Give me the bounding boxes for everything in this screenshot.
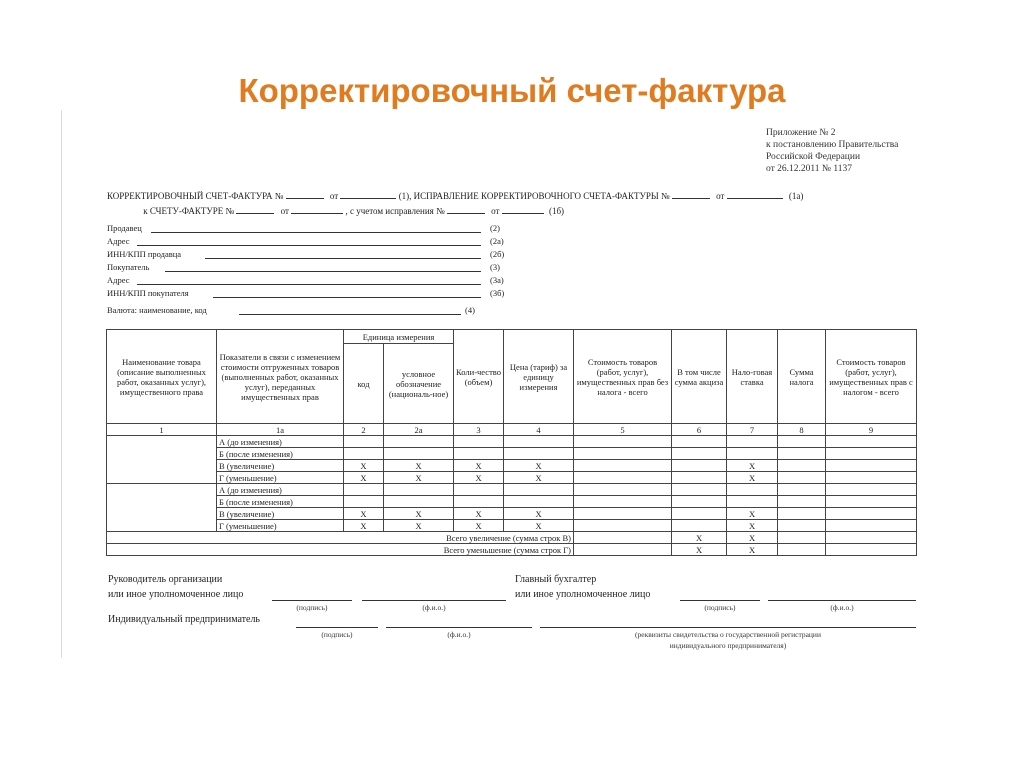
invoice-date-field[interactable] xyxy=(340,190,396,199)
table-cell[interactable] xyxy=(574,520,672,532)
accountant-label: Главный бухгалтер xyxy=(515,574,597,585)
header-text: от xyxy=(491,206,500,216)
col-header-name: Наименование товара (описание выполненных работ, оказанных услуг), имущественного права xyxy=(107,330,217,424)
table-cell[interactable] xyxy=(574,448,672,460)
buyer-inn-field[interactable] xyxy=(213,297,481,298)
caption-signature: (подпись) xyxy=(704,603,736,612)
col-header-unit: Единица измерения xyxy=(344,330,454,344)
table-cell[interactable] xyxy=(826,520,917,532)
table-row xyxy=(107,436,917,448)
invoice-header-line-2 xyxy=(107,205,564,216)
appendix-line: Приложение № 2 xyxy=(766,128,836,138)
field-label: Адрес xyxy=(107,275,130,285)
col-header-price: Цена (тариф) за единицу измерения xyxy=(504,330,574,424)
correction-number-field[interactable] xyxy=(672,190,710,199)
appendix-line: Российской Федерации xyxy=(766,152,861,162)
row-label: Б (после изменения) xyxy=(217,448,344,460)
correction-date-field[interactable] xyxy=(727,190,783,199)
x-mark: X xyxy=(344,508,384,520)
field-number: (3) xyxy=(490,262,500,272)
x-mark: X xyxy=(344,520,384,532)
header-text: к СЧЕТУ-ФАКТУРЕ № xyxy=(143,206,235,216)
field-label: Продавец xyxy=(107,223,142,233)
registration-details-line[interactable] xyxy=(540,627,916,628)
x-mark: X xyxy=(672,532,727,544)
caption-fio: (ф.и.о.) xyxy=(830,603,854,612)
invoice-number-field[interactable] xyxy=(286,190,324,199)
header-text: , с учетом исправления № xyxy=(345,206,445,216)
table-cell[interactable] xyxy=(454,496,504,508)
table-cell[interactable] xyxy=(672,520,727,532)
base-correction-date-field[interactable] xyxy=(502,205,544,214)
table-cell[interactable] xyxy=(454,436,504,448)
document-edge xyxy=(61,110,62,658)
table-cell[interactable] xyxy=(826,436,917,448)
entrepreneur-label: Индивидуальный предприниматель xyxy=(108,614,260,625)
caption-registration: (реквизиты свидетельства о государственной регистрации xyxy=(635,630,821,639)
column-index: 4 xyxy=(504,424,574,436)
col-header-unit-symbol: условное обозначение (националь-ное) xyxy=(384,344,454,424)
x-mark: X xyxy=(384,508,454,520)
x-mark: X xyxy=(727,532,778,544)
table-cell[interactable] xyxy=(826,496,917,508)
base-correction-number-field[interactable] xyxy=(447,205,485,214)
base-invoice-number-field[interactable] xyxy=(236,205,274,214)
table-cell[interactable] xyxy=(778,436,826,448)
head-name-line[interactable] xyxy=(362,600,506,601)
row-label: Б (после изменения) xyxy=(217,496,344,508)
seller-address-field[interactable] xyxy=(137,245,481,246)
table-cell[interactable] xyxy=(384,496,454,508)
x-mark: X xyxy=(454,508,504,520)
column-index: 1 xyxy=(107,424,217,436)
table-cell[interactable] xyxy=(826,448,917,460)
field-label: Покупатель xyxy=(107,262,150,272)
x-mark: X xyxy=(727,508,778,520)
table-cell[interactable] xyxy=(504,448,574,460)
table-cell[interactable] xyxy=(778,484,826,496)
buyer-field[interactable] xyxy=(165,271,481,272)
field-label: Адрес xyxy=(107,236,130,246)
invoice-table xyxy=(106,329,917,556)
column-index: 2 xyxy=(344,424,384,436)
table-cell[interactable] xyxy=(574,532,672,544)
table-cell[interactable] xyxy=(826,544,917,556)
header-text: КОРРЕКТИРОВОЧНЫЙ СЧЕТ-ФАКТУРА № xyxy=(107,191,284,201)
table-cell[interactable] xyxy=(672,436,727,448)
table-row xyxy=(107,496,917,508)
total-decrease-row xyxy=(107,544,917,556)
table-cell[interactable] xyxy=(672,508,727,520)
row-label: А (до изменения) xyxy=(217,484,344,496)
x-mark: X xyxy=(384,472,454,484)
column-index: 3 xyxy=(454,424,504,436)
seller-field[interactable] xyxy=(151,232,481,233)
appendix-line: от 26.12.2011 № 1137 xyxy=(766,164,853,174)
table-cell[interactable] xyxy=(504,484,574,496)
table-cell[interactable] xyxy=(778,508,826,520)
table-cell[interactable] xyxy=(384,484,454,496)
table-cell[interactable] xyxy=(574,472,672,484)
col-header-tax: Сумма налога xyxy=(778,330,826,424)
table-cell[interactable] xyxy=(672,460,727,472)
table-cell[interactable] xyxy=(454,484,504,496)
table-cell[interactable] xyxy=(384,436,454,448)
table-cell[interactable] xyxy=(574,496,672,508)
seller-inn-field[interactable] xyxy=(205,258,481,259)
header-text: от xyxy=(716,191,725,201)
table-cell[interactable] xyxy=(504,436,574,448)
x-mark: X xyxy=(727,472,778,484)
head-label-2: или иное уполномоченное лицо xyxy=(108,589,244,600)
table-cell[interactable] xyxy=(672,472,727,484)
row-label: Г (уменьшение) xyxy=(217,520,344,532)
appendix-line: к постановлению Правительства xyxy=(766,140,899,150)
field-number: (4) xyxy=(465,305,475,315)
x-mark: X xyxy=(727,520,778,532)
table-cell[interactable] xyxy=(574,436,672,448)
accountant-name-line[interactable] xyxy=(768,600,916,601)
buyer-address-field[interactable] xyxy=(137,284,481,285)
table-cell[interactable] xyxy=(344,496,384,508)
x-mark: X xyxy=(727,544,778,556)
buyer-address-row xyxy=(107,275,507,287)
col-header-indicators: Показатели в связи с изменением стоимости отгруженных товаров (выполненных работ, оказанных услуг), переданных имущественных прав xyxy=(217,330,344,424)
table-cell[interactable] xyxy=(778,520,826,532)
header-text: (1б) xyxy=(548,206,565,216)
appendix-note xyxy=(766,127,898,175)
table-cell[interactable] xyxy=(826,472,917,484)
x-mark: X xyxy=(454,472,504,484)
table-cell[interactable] xyxy=(574,460,672,472)
accountant-signature-line[interactable] xyxy=(680,600,760,601)
head-label: Руководитель организации xyxy=(108,574,223,585)
column-index-row xyxy=(107,424,917,436)
table-cell[interactable] xyxy=(778,472,826,484)
seller-address-row xyxy=(107,236,507,248)
col-header-cost: Стоимость товаров (работ, услуг), имущественных прав без налога - всего xyxy=(574,330,672,424)
column-index: 6 xyxy=(672,424,727,436)
x-mark: X xyxy=(454,520,504,532)
column-index: 7 xyxy=(727,424,778,436)
table-cell[interactable] xyxy=(826,484,917,496)
table-cell[interactable] xyxy=(778,460,826,472)
field-number: (2б) xyxy=(490,249,505,259)
buyer-inn-row xyxy=(107,288,507,300)
head-signature-line[interactable] xyxy=(272,600,352,601)
table-row xyxy=(107,472,917,484)
column-index: 2а xyxy=(384,424,454,436)
field-number: (2а) xyxy=(490,236,504,246)
total-increase-row xyxy=(107,532,917,544)
item-name-cell[interactable] xyxy=(107,436,217,484)
table-cell[interactable] xyxy=(504,496,574,508)
col-header-quantity: Коли-чество (объем) xyxy=(454,330,504,424)
table-cell[interactable] xyxy=(344,436,384,448)
x-mark: X xyxy=(384,460,454,472)
row-label: В (увеличение) xyxy=(217,508,344,520)
field-number: (3б) xyxy=(490,288,505,298)
table-cell[interactable] xyxy=(344,448,384,460)
entrepreneur-name-line[interactable] xyxy=(386,627,532,628)
table-cell[interactable] xyxy=(727,484,778,496)
column-index: 1а xyxy=(217,424,344,436)
table-cell[interactable] xyxy=(826,532,917,544)
total-label: Всего увеличение (сумма строк В) xyxy=(107,532,574,544)
x-mark: X xyxy=(344,472,384,484)
table-cell[interactable] xyxy=(826,508,917,520)
x-mark: X xyxy=(454,460,504,472)
seller-row xyxy=(107,223,507,235)
column-index: 5 xyxy=(574,424,672,436)
table-cell[interactable] xyxy=(727,448,778,460)
buyer-row xyxy=(107,262,507,274)
invoice-header-line-1 xyxy=(107,190,803,201)
slide-title: Корректировочный счет-фактура xyxy=(238,72,786,109)
header-text: (1), ИСПРАВЛЕНИЕ КОРРЕКТИРОВОЧНОГО СЧЕТА-ФАКТУРЫ № xyxy=(398,191,670,201)
x-mark: X xyxy=(672,544,727,556)
header-text: (1а) xyxy=(788,191,804,201)
table-cell[interactable] xyxy=(826,460,917,472)
x-mark: X xyxy=(504,508,574,520)
table-cell[interactable] xyxy=(672,448,727,460)
x-mark: X xyxy=(504,520,574,532)
currency-row xyxy=(107,305,507,317)
row-label: А (до изменения) xyxy=(217,436,344,448)
total-label: Всего уменьшение (сумма строк Г) xyxy=(107,544,574,556)
field-label: ИНН/КПП покупателя xyxy=(107,288,189,298)
caption-fio: (ф.и.о.) xyxy=(422,603,446,612)
table-row xyxy=(107,484,917,496)
table-cell[interactable] xyxy=(727,496,778,508)
table-cell[interactable] xyxy=(574,508,672,520)
table-cell[interactable] xyxy=(778,448,826,460)
table-row xyxy=(107,520,917,532)
table-cell[interactable] xyxy=(727,436,778,448)
field-number: (2) xyxy=(490,223,500,233)
column-index: 9 xyxy=(826,424,917,436)
table-cell[interactable] xyxy=(574,544,672,556)
col-header-total: Стоимость товаров (работ, услуг), имущественных прав с налогом - всего xyxy=(826,330,917,424)
table-cell[interactable] xyxy=(574,484,672,496)
base-invoice-date-field[interactable] xyxy=(291,205,343,214)
row-label: В (увеличение) xyxy=(217,460,344,472)
x-mark: X xyxy=(727,460,778,472)
seller-inn-row xyxy=(107,249,507,261)
field-number: (3а) xyxy=(490,275,504,285)
col-header-excise: В том числе сумма акциза xyxy=(672,330,727,424)
field-label: ИНН/КПП продавца xyxy=(107,249,182,259)
col-header-unit-code: код xyxy=(344,344,384,424)
field-label: Валюта: наименование, код xyxy=(107,305,207,315)
x-mark: X xyxy=(504,460,574,472)
header-text: от xyxy=(329,191,339,201)
table-cell[interactable] xyxy=(454,448,504,460)
table-row xyxy=(107,448,917,460)
x-mark: X xyxy=(344,460,384,472)
item-name-cell[interactable] xyxy=(107,484,217,532)
table-cell[interactable] xyxy=(778,496,826,508)
column-index: 8 xyxy=(778,424,826,436)
caption-fio: (ф.и.о.) xyxy=(447,630,471,639)
header-text: от xyxy=(280,206,289,216)
caption-registration-2: индивидуального предпринимателя) xyxy=(669,641,787,650)
table-cell[interactable] xyxy=(778,544,826,556)
entrepreneur-signature-line[interactable] xyxy=(296,627,378,628)
col-header-rate: Нало-говая ставка xyxy=(727,330,778,424)
x-mark: X xyxy=(384,520,454,532)
table-cell[interactable] xyxy=(384,448,454,460)
table-row xyxy=(107,460,917,472)
row-label: Г (уменьшение) xyxy=(217,472,344,484)
accountant-label-2: или иное уполномоченное лицо xyxy=(515,589,651,600)
table-cell[interactable] xyxy=(672,484,727,496)
x-mark: X xyxy=(504,472,574,484)
table-row xyxy=(107,508,917,520)
caption-signature: (подпись) xyxy=(321,630,353,639)
table-cell[interactable] xyxy=(672,496,727,508)
table-cell[interactable] xyxy=(344,484,384,496)
table-cell[interactable] xyxy=(778,532,826,544)
currency-field[interactable] xyxy=(239,314,461,315)
caption-signature: (подпись) xyxy=(296,603,328,612)
